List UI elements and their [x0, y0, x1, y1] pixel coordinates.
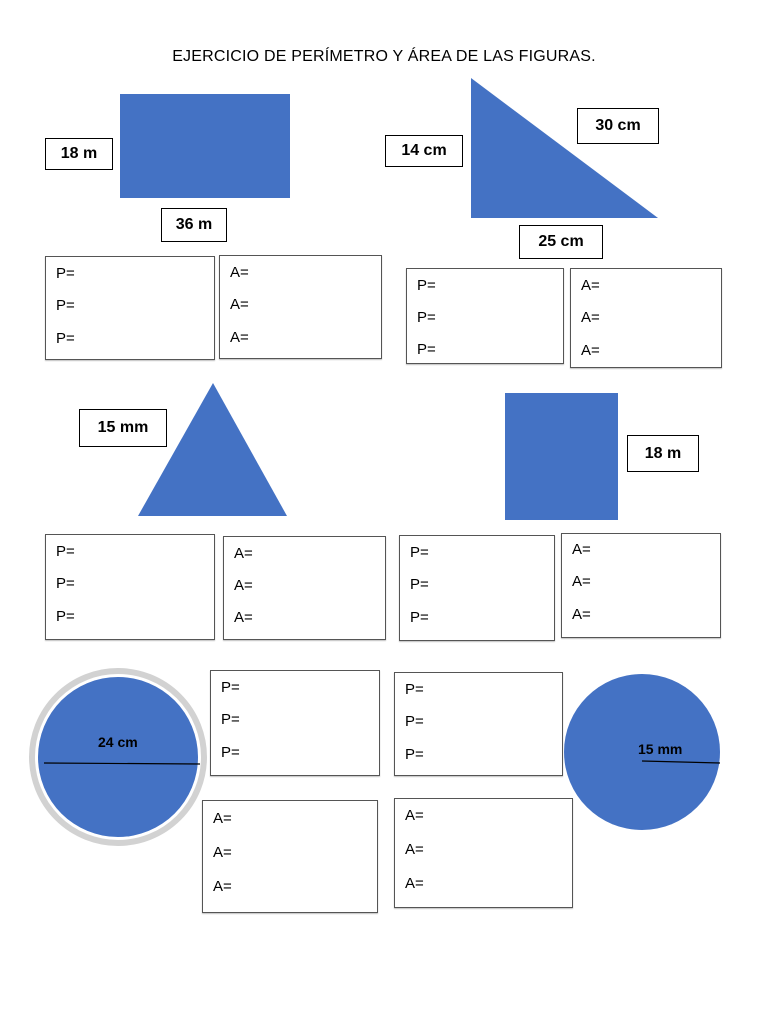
perimeter-line: P= [405, 713, 424, 730]
area-line: A= [230, 264, 249, 281]
area-line: A= [581, 342, 600, 359]
perimeter-line: P= [221, 711, 240, 728]
area-line: A= [581, 277, 600, 294]
area-line: A= [213, 810, 232, 827]
perimeter-line: P= [221, 744, 240, 761]
perimeter-line: P= [410, 576, 429, 593]
area-line: A= [234, 577, 253, 594]
perimeter-line: P= [410, 609, 429, 626]
area-line: A= [405, 841, 424, 858]
circle-right-diameter-label: 15 mm [638, 741, 683, 757]
page-title: EJERCICIO DE PERÍMETRO Y ÁREA DE LAS FIGURAS. [172, 48, 596, 65]
triangle-hypotenuse-label: 30 cm [577, 108, 659, 144]
rectangle-width-label: 36 m [161, 208, 227, 242]
equilateral-side-label: 15 mm [79, 409, 167, 447]
perimeter-line: P= [405, 681, 424, 698]
area-line: A= [405, 807, 424, 824]
area-line: A= [572, 541, 591, 558]
circle-left-diameter-label: 24 cm [98, 734, 138, 750]
perimeter-line: P= [56, 330, 75, 347]
triangle-base-label: 25 cm [519, 225, 603, 259]
area-line: A= [234, 545, 253, 562]
perimeter-line: P= [56, 543, 75, 560]
perimeter-line: P= [221, 679, 240, 696]
perimeter-line: P= [410, 544, 429, 561]
circle-right-area-box[interactable] [394, 798, 573, 908]
perimeter-line: P= [56, 608, 75, 625]
area-line: A= [572, 573, 591, 590]
circle-left-perimeter-box[interactable] [210, 670, 380, 776]
perimeter-line: P= [417, 309, 436, 326]
area-line: A= [213, 844, 232, 861]
area-line: A= [405, 875, 424, 892]
area-line: A= [581, 309, 600, 326]
perimeter-line: P= [56, 297, 75, 314]
area-line: A= [234, 609, 253, 626]
perimeter-line: P= [417, 277, 436, 294]
area-line: A= [572, 606, 591, 623]
perimeter-line: P= [56, 575, 75, 592]
rectangle-height-label: 18 m [45, 138, 113, 170]
area-line: A= [213, 878, 232, 895]
perimeter-line: P= [56, 265, 75, 282]
area-line: A= [230, 296, 249, 313]
square-side-label: 18 m [627, 435, 699, 472]
perimeter-line: P= [405, 746, 424, 763]
triangle-height-label: 14 cm [385, 135, 463, 167]
area-line: A= [230, 329, 249, 346]
circle-left-area-box[interactable] [202, 800, 378, 913]
circle-right-perimeter-box[interactable] [394, 672, 563, 776]
perimeter-line: P= [417, 341, 436, 358]
